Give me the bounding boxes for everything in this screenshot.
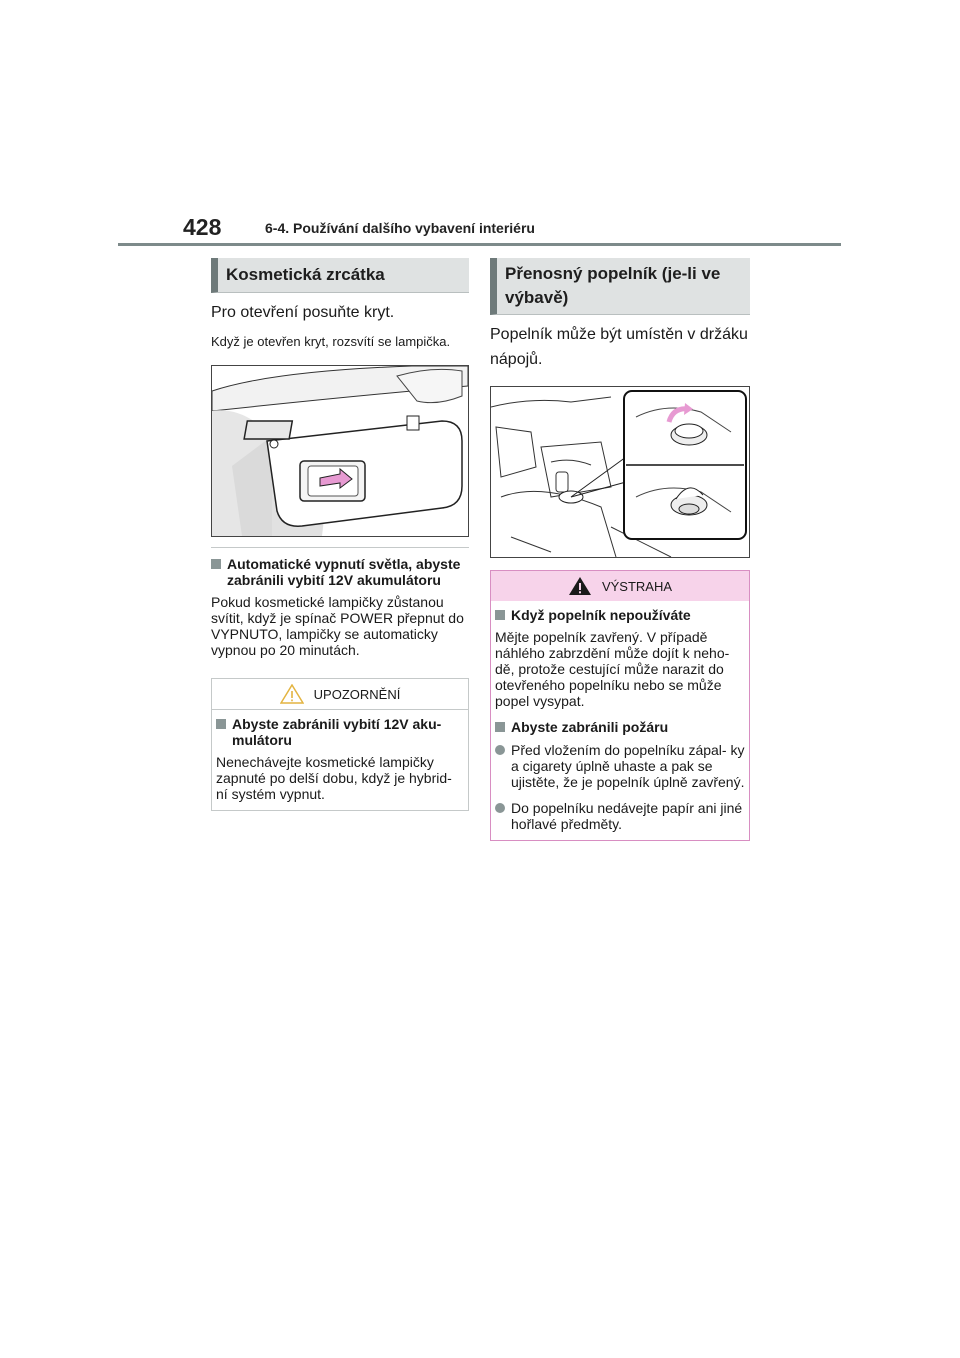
- caution-box: [211, 678, 469, 811]
- header-divider: [118, 243, 841, 246]
- caution-text: Nenechávejte kosmetické lampičky zapnuté po delší dobu, když je hybrid- ní systém vypnut.: [216, 754, 452, 802]
- round-bullet-icon: [495, 745, 505, 755]
- warning-triangle-icon: [568, 576, 592, 596]
- sun-visor-drawing: [212, 366, 468, 536]
- right-column: [490, 258, 750, 841]
- console-ashtray-drawing: [491, 387, 749, 557]
- square-bullet-icon: [495, 610, 505, 620]
- square-bullet-icon: [211, 559, 221, 569]
- warning-subhead-fire: Abyste zabránili požáru: [495, 719, 745, 735]
- square-bullet-icon: [216, 719, 226, 729]
- warning-box: [490, 570, 750, 841]
- ashtray-intro: Popelník může být umístěn v držáku nápojů.: [490, 326, 748, 368]
- warning-text-unused: Mějte popelník zavřený. V případě náhlého zabrzdění může dojít k neho- dě, protože cestující může narazit do otevřeného popelníku nebo se může popel vysypat.: [495, 629, 730, 709]
- section-title-ashtray: Přenosný popelník (je-li ve výbavě): [490, 258, 750, 315]
- round-bullet-icon: [495, 803, 505, 813]
- caution-header: [212, 679, 468, 710]
- warning-header: [491, 571, 749, 601]
- lamp-note: Když je otevřen kryt, rozsvítí se lampička.: [211, 334, 451, 349]
- caution-label: UPOZORNĚNÍ: [313, 686, 401, 702]
- list-item: Do popelníku nedávejte papír ani jiné hořlavé předměty.: [495, 800, 745, 832]
- left-column: [211, 258, 469, 811]
- square-bullet-icon: [495, 722, 505, 732]
- warning-label: VÝSTRAHA: [601, 578, 673, 594]
- auto-off-paragraph: Pokud kosmetické lampičky zůstanou svítit, když je spínač POWER přepnut do VYPNUTO, lampičky se automaticky vypnou po 20 minutách.: [211, 594, 464, 658]
- vanity-mirror-illustration: [211, 365, 469, 537]
- caution-triangle-icon: [280, 684, 304, 704]
- chapter-title: 6-4. Používání dalšího vybavení interiéru: [265, 220, 535, 236]
- section-title-vanity-mirrors: Kosmetická zrcátka: [211, 258, 469, 293]
- page-number: 428: [183, 214, 222, 240]
- list-item: Před vložením do popelníku zápal- ky a cigarety úplně uhaste a pak se ujistěte, že je popelník úplně zavřený.: [495, 742, 745, 790]
- ashtray-illustration: [490, 386, 750, 558]
- intro-text: Pro otevření posuňte kryt.: [211, 304, 395, 321]
- caution-subhead: Abyste zabránili vybití 12V aku- mulátoru: [216, 716, 464, 748]
- subhead-auto-off: Automatické vypnutí světla, abyste zabránili vybití 12V akumulátoru: [211, 556, 469, 588]
- warning-subhead-unused: Když popelník nepoužíváte: [495, 607, 745, 623]
